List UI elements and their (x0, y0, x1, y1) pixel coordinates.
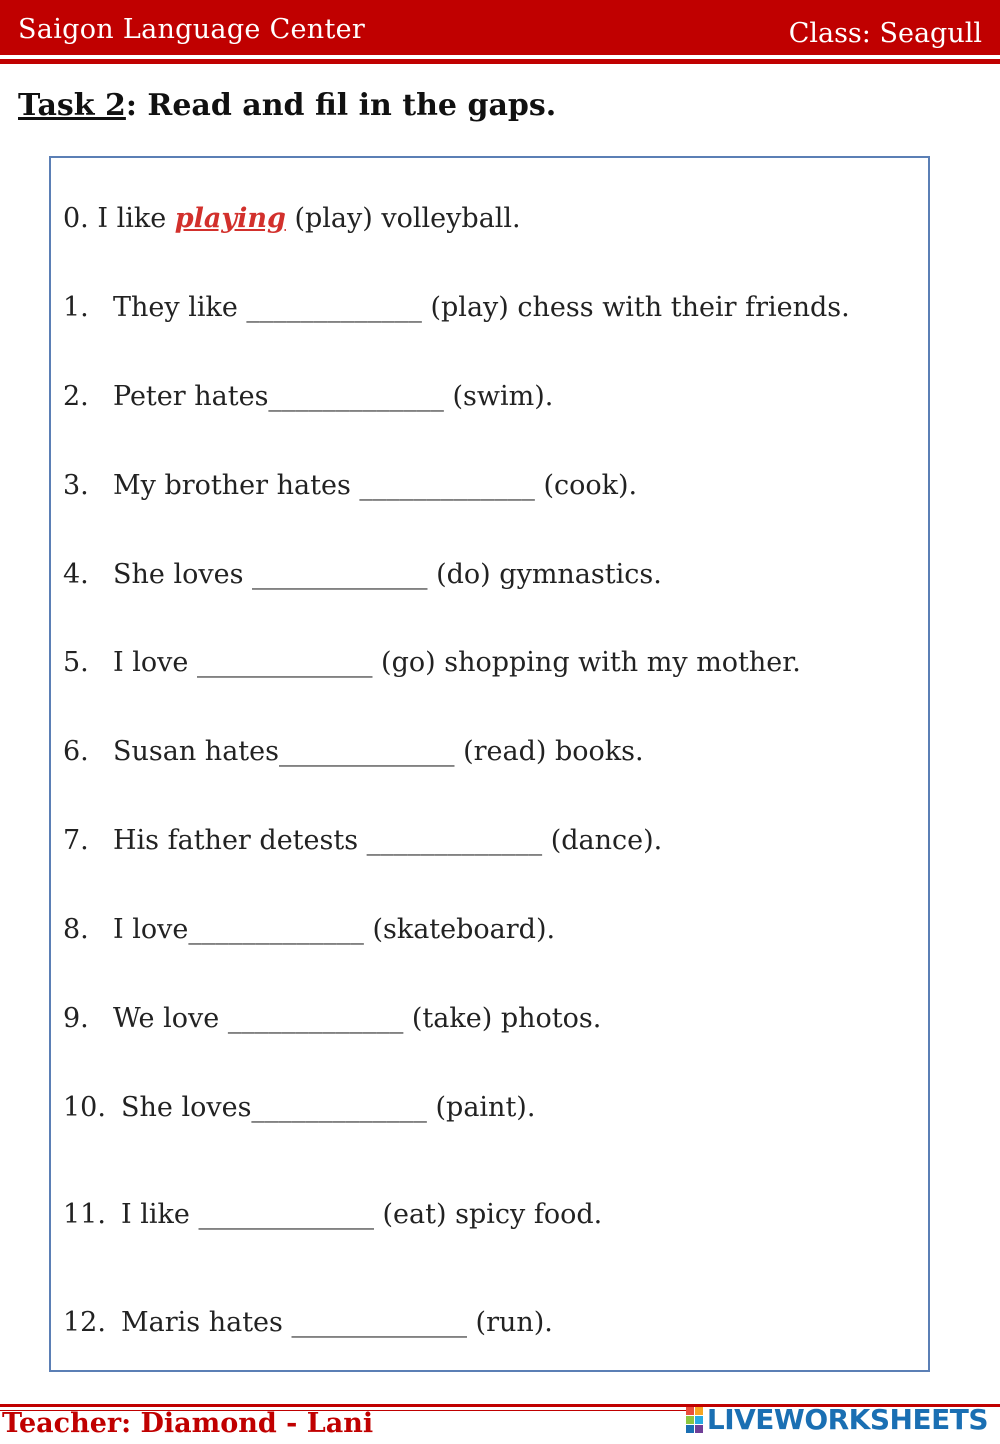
example-item (63, 203, 521, 234)
item-number: 5. (63, 647, 89, 678)
item-number: 10. (63, 1092, 106, 1123)
exercise-item-1[interactable] (63, 292, 850, 323)
example-suffix: (play) volleyball. (285, 203, 521, 234)
exercise-item-2[interactable] (63, 381, 553, 412)
item-text: My brother hates _____________ (cook). (113, 470, 638, 501)
item-text: They like _____________ (play) chess with their friends. (113, 292, 850, 323)
item-text: She loves _____________ (do) gymnastics. (113, 559, 662, 590)
logo-text: LIVEWORKSHEETS (706, 1403, 988, 1436)
exercise-item-11[interactable] (63, 1199, 602, 1230)
example-answer: playing (174, 203, 286, 234)
item-text: His father detests _____________ (dance). (113, 825, 663, 856)
exercise-item-3[interactable] (63, 470, 637, 501)
item-text: I like _____________ (eat) spicy food. (121, 1199, 603, 1230)
task-title (18, 88, 556, 123)
item-text: I love _____________ (go) shopping with my mother. (113, 647, 801, 678)
exercise-item-5[interactable] (63, 647, 801, 678)
item-number: 4. (63, 559, 89, 590)
teacher-name: Teacher: Diamond - Lani (2, 1408, 374, 1439)
liveworksheets-logo[interactable] (686, 1403, 988, 1436)
item-number: 2. (63, 381, 89, 412)
item-text: I love_____________ (skateboard). (113, 914, 556, 945)
item-number: 9. (63, 1003, 89, 1034)
exercise-item-7[interactable] (63, 825, 662, 856)
header-divider (0, 59, 1000, 64)
item-text: Peter hates_____________ (swim). (113, 381, 554, 412)
school-name: Saigon Language Center (18, 14, 366, 45)
item-number: 7. (63, 825, 89, 856)
item-number: 3. (63, 470, 89, 501)
exercise-item-12[interactable] (63, 1307, 553, 1338)
task-instruction: : Read and fil in the gaps. (125, 88, 557, 123)
item-text: Susan hates_____________ (read) books. (113, 736, 644, 767)
logo-grid-icon (686, 1407, 703, 1433)
item-number: 12. (63, 1307, 106, 1338)
exercise-item-9[interactable] (63, 1003, 601, 1034)
class-label: Class: Seagull (788, 18, 982, 49)
exercise-item-4[interactable] (63, 559, 662, 590)
exercise-item-6[interactable] (63, 736, 644, 767)
item-number: 8. (63, 914, 89, 945)
exercise-item-8[interactable] (63, 914, 555, 945)
exercise-item-10[interactable] (63, 1092, 535, 1123)
item-number: 11. (63, 1199, 106, 1230)
item-text: She loves_____________ (paint). (121, 1092, 536, 1123)
item-number: 6. (63, 736, 89, 767)
item-number: 1. (63, 292, 89, 323)
item-text: Maris hates _____________ (run). (121, 1307, 553, 1338)
item-text: We love _____________ (take) photos. (113, 1003, 602, 1034)
task-label: Task 2 (18, 88, 126, 123)
example-prefix: 0. I like (63, 203, 175, 234)
